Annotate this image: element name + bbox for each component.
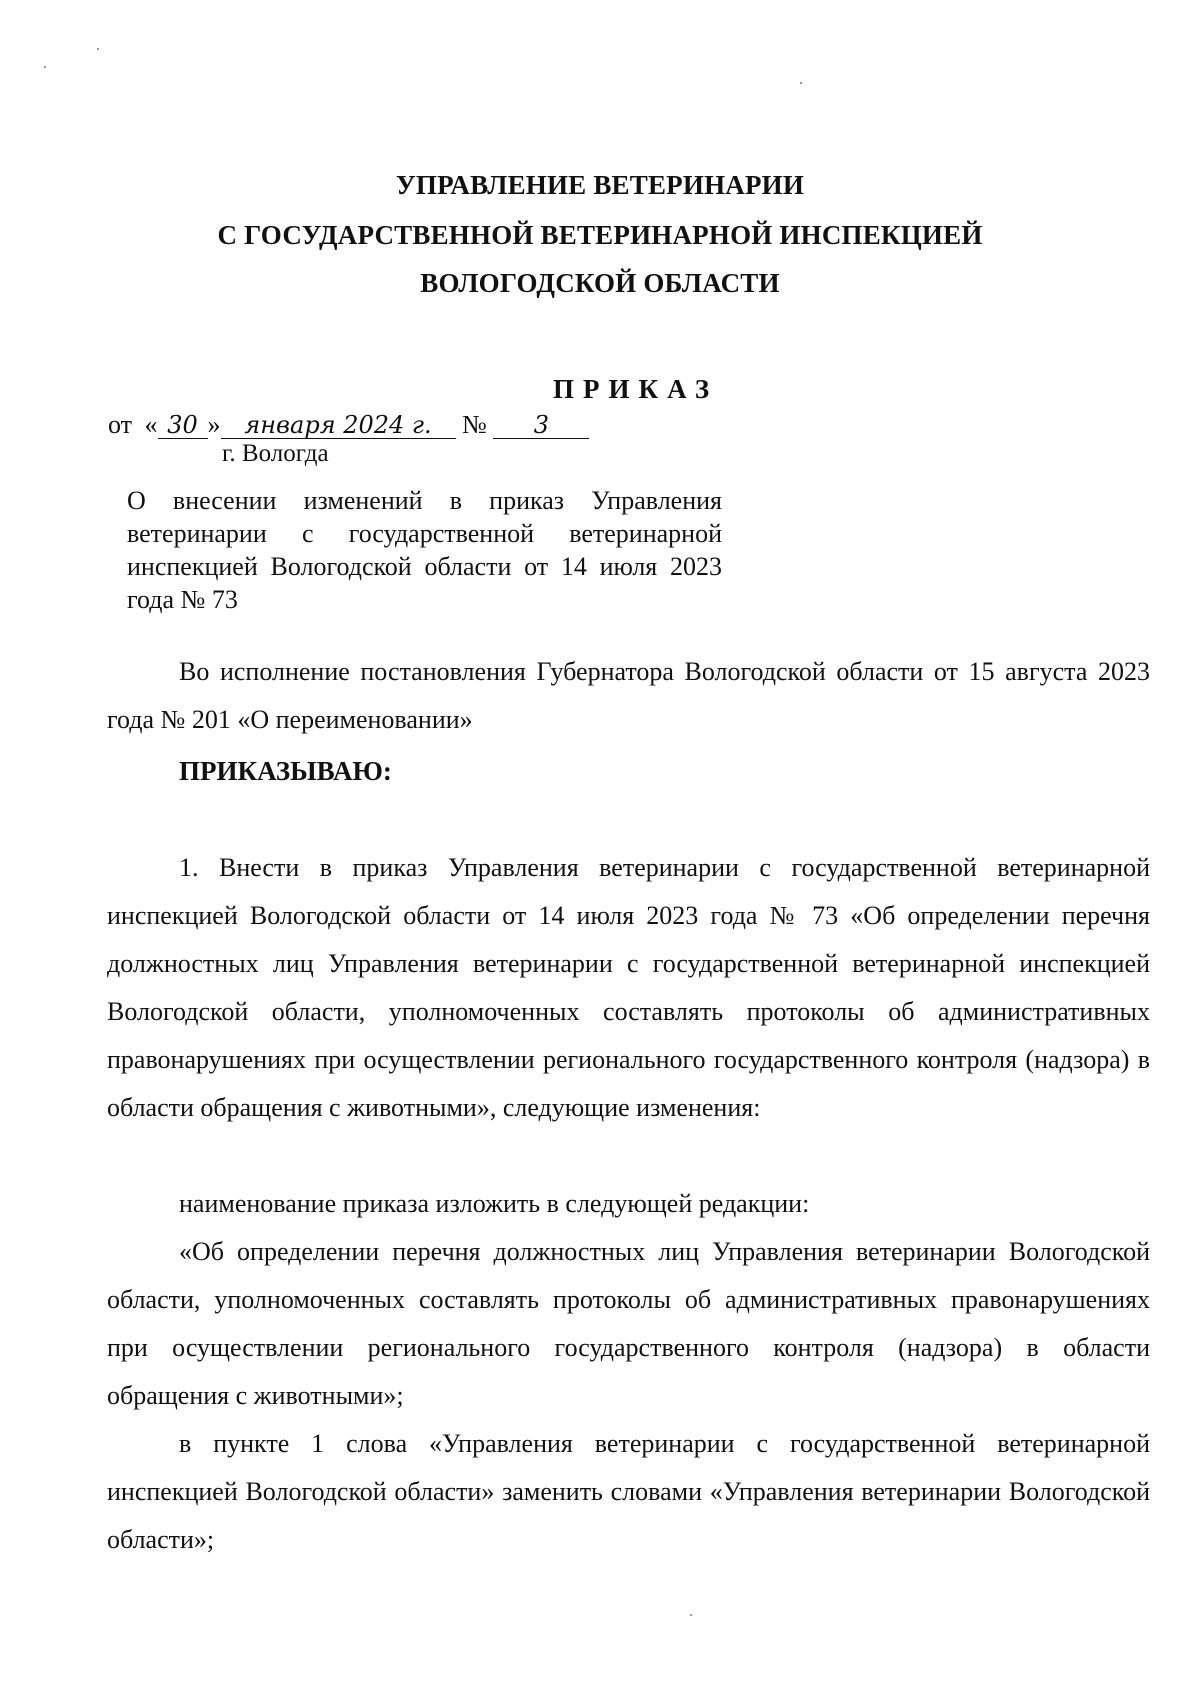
number-label: № (462, 410, 487, 439)
preamble: Во исполнение постановления Губернатора Вологодской области от 15 августа 2023 года № 201 «О переименовании» (107, 657, 1150, 734)
header-line-3: ВОЛОГОДСКОЙ ОБЛАСТИ (420, 268, 780, 298)
handwritten-month-year: января 2024 г. (221, 412, 456, 439)
order-title: ПРИКАЗ (553, 374, 719, 404)
order-subject: О внесении изменений в приказ Управления ветеринарии с государственной ветеринарной инспекцией Вологодской области от 14 июля 2023 года № 73 (127, 486, 722, 614)
scan-speck (800, 82, 802, 84)
order-date-line (108, 410, 589, 440)
city: г. Вологда (222, 440, 329, 467)
new-title-paragraph: «Об определении перечня должностных лиц Управления ветеринарии Вологодской области, уполномоченных составлять протоколы об административных правонарушениях при осуществлении регионального государственного контроля (надзора) в области обращения с животными»; (107, 1237, 1150, 1410)
title-change-paragraph: наименование приказа изложить в следующей редакции: (179, 1189, 810, 1218)
from-label: от (108, 410, 133, 439)
open-quote: « (144, 410, 158, 439)
scan-speck (44, 66, 46, 68)
item-1-paragraph: 1. Внести в приказ Управления ветеринарии с государственной ветеринарной инспекцией Вологодской области от 14 июля 2023 года № 73 «Об определении перечня должностных лиц Управления ветеринарии с государственной ветеринарной инспекцией Вологодской области, уполномоченных составлять протоколы об административных правонарушениях при осуществлении регионального государственного контроля (надзора) в области обращения с животными», следующие изменения: (107, 853, 1150, 1122)
close-quote: » (207, 410, 221, 439)
handwritten-day: 30 (158, 412, 208, 439)
scan-speck (690, 1614, 692, 1616)
point-1-change-paragraph: в пункте 1 слова «Управления ветеринарии с государственной ветеринарной инспекцией Вологодской области» заменить словами «Управления ветеринарии Вологодской области»; (107, 1429, 1150, 1554)
decree-heading: ПРИКАЗЫВАЮ: (179, 756, 392, 786)
handwritten-order-number: 3 (493, 412, 589, 439)
header-line-1: УПРАВЛЕНИЕ ВЕТЕРИНАРИИ (395, 170, 805, 200)
scan-speck (97, 48, 99, 50)
header-line-2: С ГОСУДАРСТВЕННОЙ ВЕТЕРИНАРНОЙ ИНСПЕКЦИЕЙ (217, 220, 983, 250)
